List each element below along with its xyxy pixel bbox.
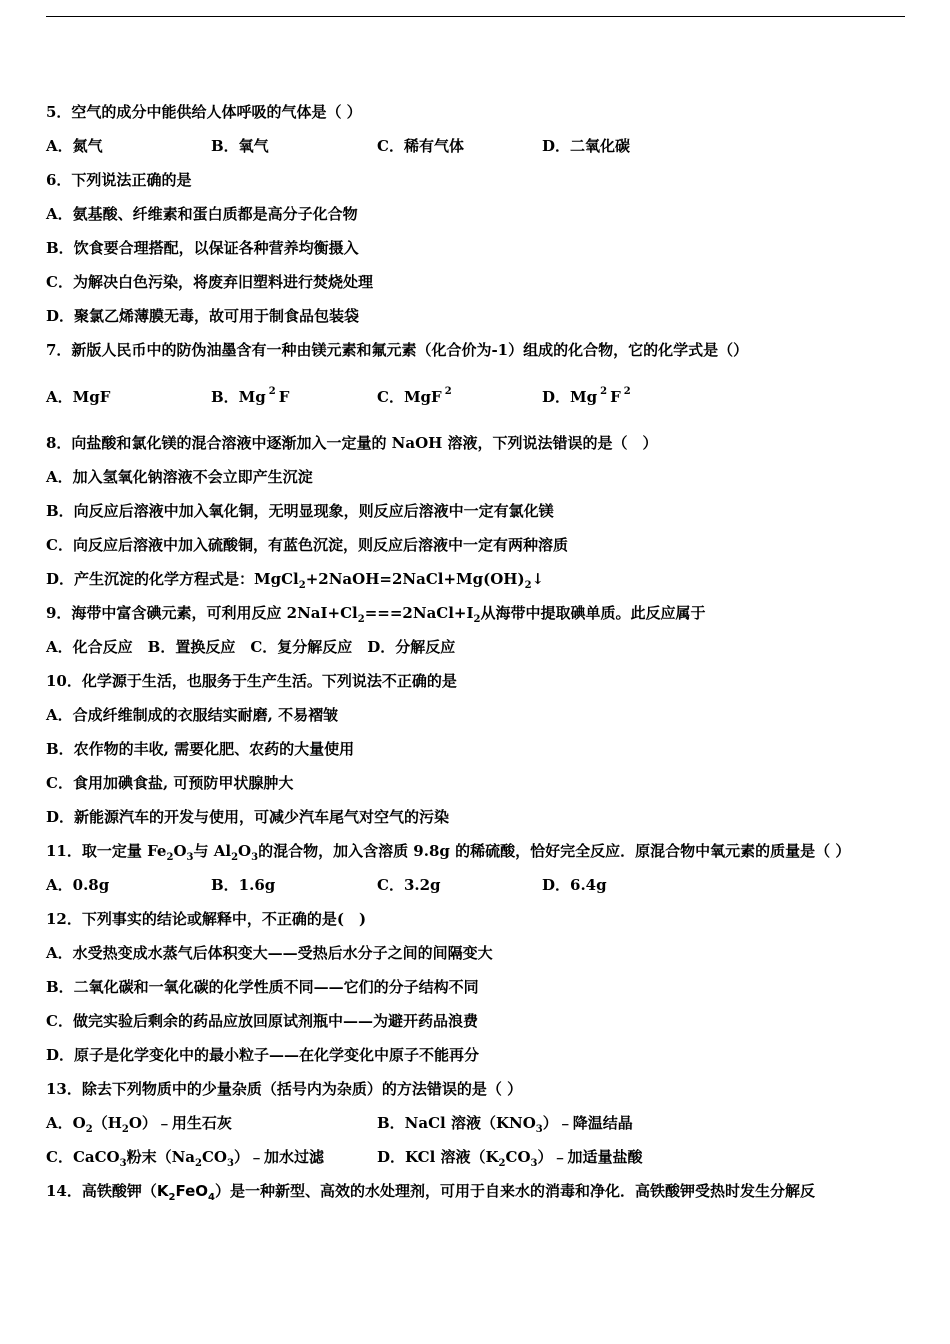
q6-stem: 6．下列说法正确的是 [46, 171, 192, 189]
q10-option-a: A．合成纤维制成的衣服结实耐磨, 不易褶皱 [46, 706, 339, 724]
q13-a-sub-1: 2 [85, 1124, 93, 1135]
q5-option-a: A．氮气 [46, 137, 103, 155]
q13-stem: 13．除去下列物质中的少量杂质（括号内为杂质）的方法错误的是（ ） [46, 1080, 523, 1098]
q8-option-a: A．加入氢氧化钠溶液不会立即产生沉淀 [46, 468, 313, 486]
q11-text-3: 与 Al [193, 842, 232, 860]
q14-formula-sub2: 4 [208, 1192, 216, 1203]
q11-option-b: B．1.6g [211, 876, 276, 894]
q12-option-c: C．做完实验后剩余的药品应放回原试剂瓶中——为避开药品浪费 [46, 1012, 478, 1030]
q5-options [46, 136, 926, 156]
q8-d-sub2: 2 [524, 580, 532, 591]
q12-option-b: B．二氧化碳和一氧化碳的化学性质不同——它们的分子结构不同 [46, 978, 479, 996]
q14-formula-rest: FeO [175, 1182, 209, 1200]
q7-b-sup: 2 [268, 386, 276, 397]
q7-d-sup1: 2 [600, 386, 608, 397]
q8-option-c: C．向反应后溶液中加入硫酸铜，有蓝色沉淀，则反应后溶液中一定有两种溶质 [46, 536, 568, 554]
q7-option-b [211, 387, 289, 410]
q14-formula [156, 1182, 216, 1203]
q11-text-4: O [238, 842, 252, 860]
q13-options-row2 [46, 1147, 926, 1167]
q13-c-text-1: C．CaCO [46, 1148, 120, 1166]
q9-stem [46, 603, 706, 626]
q7-option-c [377, 387, 455, 410]
q13-b-sub-1: 3 [535, 1124, 543, 1135]
q11-sub-2: 3 [186, 852, 194, 863]
q11-sub-3: 2 [231, 852, 239, 863]
q13-option-d [377, 1147, 643, 1170]
q14-formula-sub: 2 [168, 1192, 176, 1203]
q13-d-text-3: ）﹣加适量盐酸 [537, 1148, 643, 1166]
q13-d-text-1: D．KCl 溶液（K [377, 1148, 499, 1166]
q13-c-sub-1: 3 [119, 1158, 127, 1169]
header-rule [46, 16, 905, 17]
q12-option-a: A．水受热变成水蒸气后体积变大——受热后水分子之间的间隔变大 [46, 944, 493, 962]
q13-c-text-2: 粉末（Na [126, 1148, 196, 1166]
q7-d-mid: F [610, 388, 621, 406]
q6-option-c: C．为解决白色污染，将废弃旧塑料进行焚烧处理 [46, 273, 373, 291]
q7-option-d [542, 387, 634, 410]
q13-b-text-1: B．NaCl 溶液（KNO [377, 1114, 536, 1132]
q11-text-1: 11．取一定量 Fe [46, 842, 167, 860]
q11-options [46, 875, 926, 895]
q6-option-a: A．氨基酸、纤维素和蛋白质都是高分子化合物 [46, 205, 358, 223]
q14-formula-k: K [156, 1182, 169, 1200]
q8-d-mid: +2NaOH=2NaCl+Mg(OH) [305, 570, 525, 588]
q13-c-text-3: CO [201, 1148, 227, 1166]
q11-stem [46, 841, 850, 864]
q13-options-row1 [46, 1113, 926, 1133]
q11-text-5: 的混合物，加入含溶质 9.8g 的稀硫酸，恰好完全反应．原混合物中氧元素的质量是（ ） [258, 842, 851, 860]
q13-d-text-2: CO [505, 1148, 531, 1166]
q8-d-sub1: 2 [298, 580, 306, 591]
q8-stem: 8．向盐酸和氯化镁的混合溶液中逐渐加入一定量的 NaOH 溶液，下列说法错误的是（ ） [46, 434, 658, 452]
q13-c-sub-2: 2 [195, 1158, 202, 1169]
q13-option-c [46, 1147, 324, 1170]
q13-option-a [46, 1113, 232, 1136]
q13-a-text-1: A．O [46, 1114, 86, 1132]
q7-d-text: D．Mg [542, 388, 598, 406]
q10-stem: 10．化学源于生活，也服务于生产生活。下列说法不正确的是 [46, 672, 457, 690]
q11-sub-4: 3 [251, 852, 259, 863]
q13-c-text-4: ）﹣加水过滤 [233, 1148, 324, 1166]
q5-option-c: C．稀有气体 [377, 137, 464, 155]
q5-stem: 5．空气的成分中能供给人体呼吸的气体是（ ） [46, 103, 362, 121]
q13-a-text-2: （H [92, 1114, 122, 1132]
q11-option-a: A．0.8g [46, 876, 110, 894]
q14-text-1: 14．高铁酸钾（ [46, 1182, 157, 1200]
q8-option-b: B．向反应后溶液中加入氧化铜，无明显现象，则反应后溶液中一定有氯化镁 [46, 502, 554, 520]
q9-sub1: 2 [357, 614, 365, 625]
q7-options [46, 387, 926, 407]
q13-a-sub-2: 2 [121, 1124, 129, 1135]
q9-stem-mid: ===2NaCl+I [364, 604, 474, 622]
q13-option-b [377, 1113, 633, 1136]
q10-option-d: D．新能源汽车的开发与使用，可减少汽车尾气对空气的污染 [46, 808, 450, 826]
q9-sub2: 2 [473, 614, 481, 625]
q7-c-text: C．MgF [377, 388, 442, 406]
q7-stem: 7．新版人民币中的防伪油墨含有一种由镁元素和氟元素（化合价为-1）组成的化合物，它的化学式是（） [46, 341, 749, 359]
q8-option-d [46, 569, 544, 592]
q14-stem [46, 1181, 815, 1204]
q5-option-d: D．二氧化碳 [542, 137, 631, 155]
q13-b-text-2: ）﹣降温结晶 [542, 1114, 633, 1132]
q10-option-b: B．农作物的丰收, 需要化肥、农药的大量使用 [46, 740, 355, 758]
q11-option-c: C．3.2g [377, 876, 441, 894]
q5-option-b: B．氧气 [211, 137, 269, 155]
q8-d-arrow: ↓ [531, 570, 545, 588]
q7-b-post: F [278, 388, 290, 406]
q9-stem-post: 从海带中提取碘单质。此反应属于 [480, 604, 706, 622]
q13-a-text-3: O）﹣用生石灰 [128, 1114, 232, 1132]
q13-c-sub-3: 3 [227, 1158, 234, 1169]
q6-option-d: D．聚氯乙烯薄膜无毒，故可用于制食品包装袋 [46, 307, 360, 325]
q8-d-text: D．产生沉淀的化学方程式是：MgCl [46, 570, 299, 588]
q13-d-sub-1: 2 [498, 1158, 506, 1169]
q13-d-sub-2: 3 [530, 1158, 538, 1169]
q7-d-sup2: 2 [623, 386, 631, 397]
q9-options: A．化合反应 B．置换反应 C．复分解反应 D．分解反应 [46, 638, 456, 656]
q7-option-a: A．MgF [46, 388, 111, 406]
q12-stem: 12．下列事实的结论或解释中，不正确的是( ) [46, 910, 367, 928]
q11-option-d: D．6.4g [542, 876, 607, 894]
q11-text-2: O [173, 842, 187, 860]
q9-stem-text: 9．海带中富含碘元素，可利用反应 2NaI+Cl [46, 604, 358, 622]
q7-b-text: B．Mg [211, 388, 266, 406]
q10-option-c: C．食用加碘食盐, 可预防甲状腺肿大 [46, 774, 294, 792]
q6-option-b: B．饮食要合理搭配，以保证各种营养均衡摄入 [46, 239, 359, 257]
q12-option-d: D．原子是化学变化中的最小粒子——在化学变化中原子不能再分 [46, 1046, 480, 1064]
q7-c-sup: 2 [444, 386, 452, 397]
q11-sub-1: 2 [166, 852, 174, 863]
q14-text-2: ）是一种新型、高效的水处理剂，可用于自来水的消毒和净化．高铁酸钾受热时发生分解反 [215, 1182, 816, 1200]
